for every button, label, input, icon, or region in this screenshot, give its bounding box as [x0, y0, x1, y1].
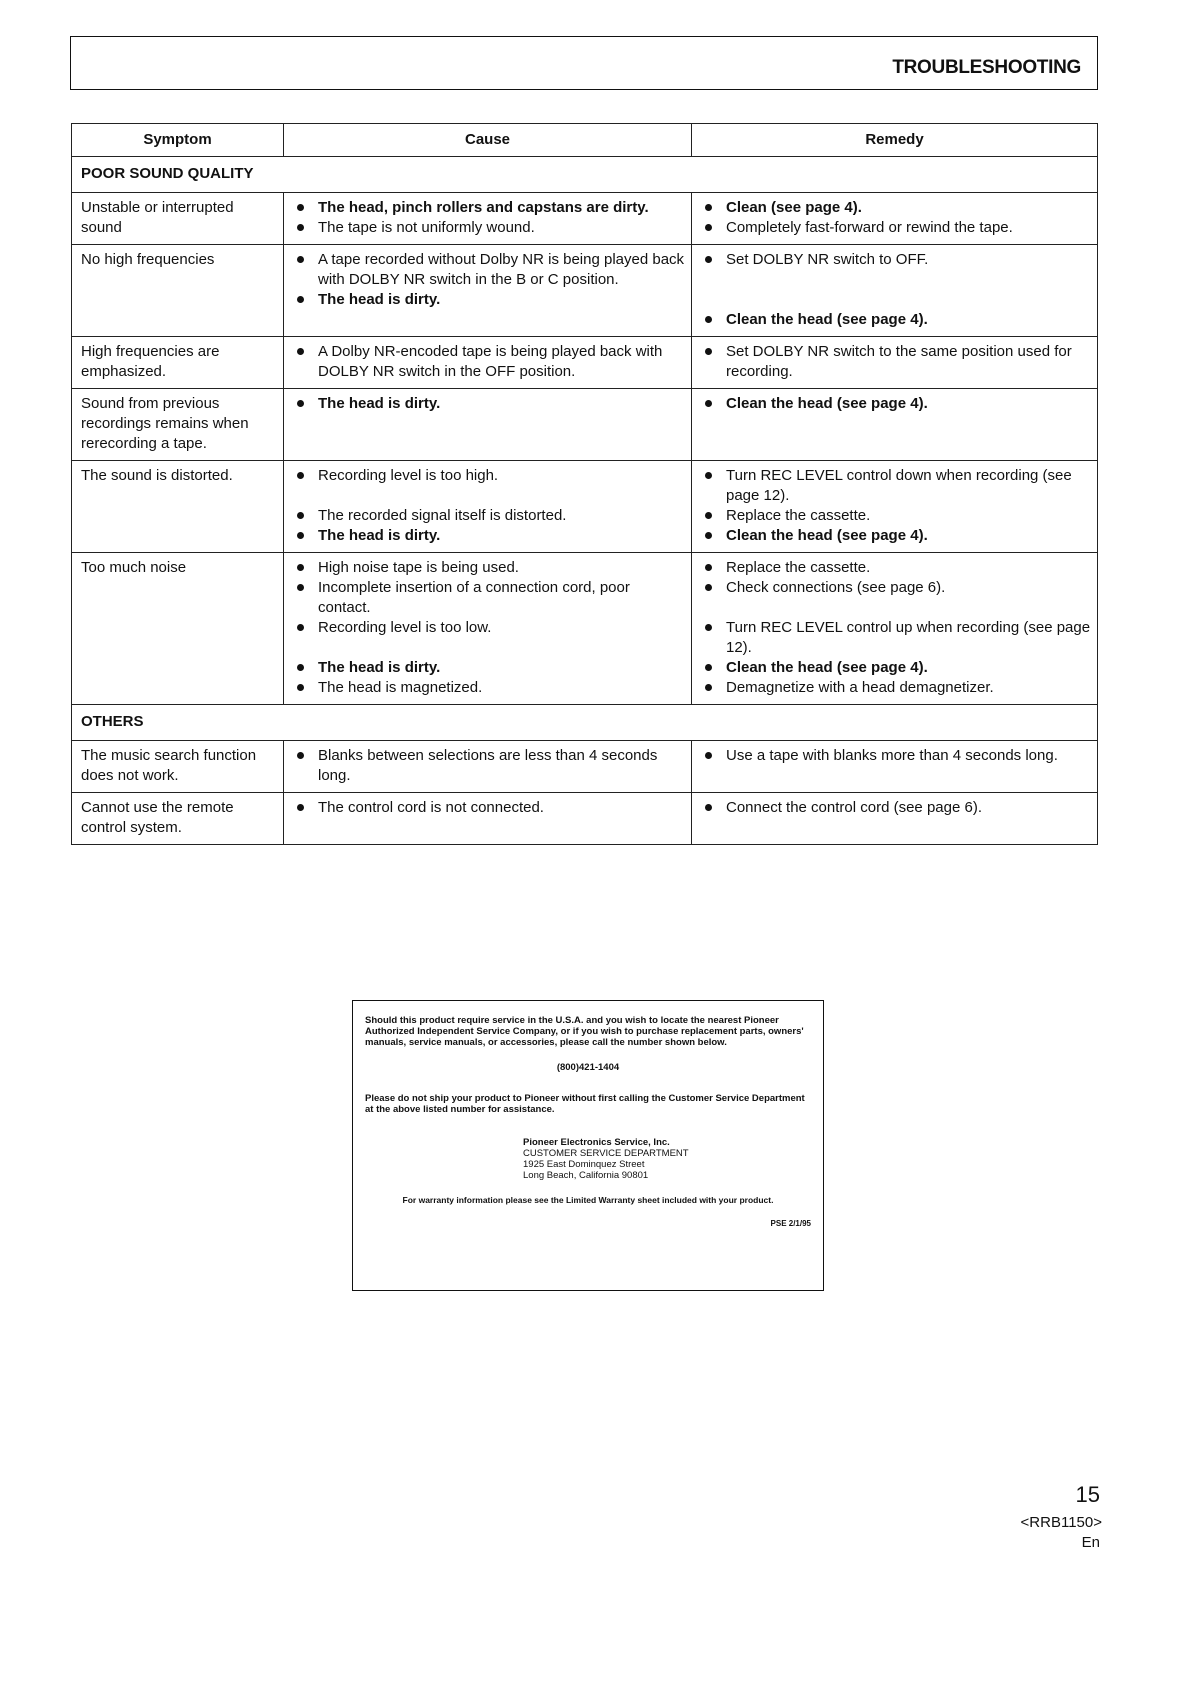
language-code: En: [1081, 1534, 1100, 1551]
remedy-item: Clean the head (see page 4).: [701, 526, 1091, 546]
remedy-cell: [692, 389, 1098, 461]
symptom-cell: Too much noise: [72, 553, 284, 705]
remedy-item: Clean the head (see page 4).: [701, 394, 1091, 414]
page-number: 15: [1075, 1482, 1100, 1507]
remedy-item: Clean the head (see page 4).: [701, 310, 1091, 330]
remedy-item: Set DOLBY NR switch to OFF.: [701, 250, 1091, 270]
remedy-item: Clean the head (see page 4).: [701, 658, 1091, 678]
remedy-list: [701, 394, 1091, 414]
section-row: [72, 705, 1098, 741]
table-row: [72, 193, 1098, 245]
cause-list: [293, 198, 685, 238]
cause-item: Recording level is too low.: [293, 618, 685, 638]
cause-list: [293, 798, 685, 818]
remedy-cell: [692, 553, 1098, 705]
cause-item: Recording level is too high.: [293, 466, 685, 486]
cause-cell: [284, 389, 692, 461]
table-row: [72, 389, 1098, 461]
remedy-item: Replace the cassette.: [701, 506, 1091, 526]
document-code: <RRB1150>: [1020, 1514, 1102, 1531]
section-title: OTHERS: [72, 705, 1098, 741]
cause-cell: [284, 553, 692, 705]
remedy-item: Set DOLBY NR switch to the same position used for recording.: [701, 342, 1091, 382]
cause-cell: [284, 193, 692, 245]
table-row: [72, 741, 1098, 793]
cause-item: The control cord is not connected.: [293, 798, 685, 818]
service-phone: (800)421-1404: [556, 1062, 620, 1073]
cause-item: A Dolby NR-encoded tape is being played back with DOLBY NR switch in the OFF position.: [293, 342, 685, 382]
cause-item: Incomplete insertion of a connection cord, poor contact.: [293, 578, 685, 618]
remedy-item: Replace the cassette.: [701, 558, 1091, 578]
remedy-cell: [692, 461, 1098, 553]
cause-item: High noise tape is being used.: [293, 558, 685, 578]
header-box: [70, 36, 1098, 90]
cause-cell: [284, 337, 692, 389]
remedy-item: Clean (see page 4).: [701, 198, 1091, 218]
cause-list: [293, 250, 685, 310]
service-company: Pioneer Electronics Service, Inc.: [523, 1137, 670, 1148]
table-row: [72, 793, 1098, 845]
cause-item: The head is magnetized.: [293, 678, 685, 698]
remedy-list: [701, 558, 1091, 698]
cause-item: The head is dirty.: [293, 658, 685, 678]
header-cause: Cause: [284, 124, 692, 157]
remedy-list: [701, 746, 1091, 766]
service-code: PSE 2/1/95: [770, 1219, 811, 1228]
cause-list: [293, 558, 685, 698]
cause-list: [293, 746, 685, 786]
cause-cell: [284, 741, 692, 793]
cause-item: The tape is not uniformly wound.: [293, 218, 685, 238]
troubleshooting-table: [71, 123, 1098, 845]
remedy-item: Turn REC LEVEL control up when recording (see page 12).: [701, 618, 1091, 658]
cause-item: A tape recorded without Dolby NR is being played back with DOLBY NR switch in the B or C position.: [293, 250, 685, 290]
cause-item: The head is dirty.: [293, 526, 685, 546]
cause-item: The recorded signal itself is distorted.: [293, 506, 685, 526]
service-city: Long Beach, California 90801: [523, 1170, 649, 1181]
cause-item: The head is dirty.: [293, 394, 685, 414]
remedy-list: [701, 198, 1091, 238]
remedy-item: Check connections (see page 6).: [701, 578, 1091, 598]
service-warranty: For warranty information please see the Limited Warranty sheet included with your product.: [402, 1195, 774, 1205]
table-row: [72, 461, 1098, 553]
symptom-cell: Cannot use the remote control system.: [72, 793, 284, 845]
symptom-cell: Unstable or interrupted sound: [72, 193, 284, 245]
table-row: [72, 337, 1098, 389]
remedy-list: [701, 798, 1091, 818]
remedy-cell: [692, 245, 1098, 337]
cause-cell: [284, 461, 692, 553]
symptom-cell: Sound from previous recordings remains when rerecording a tape.: [72, 389, 284, 461]
service-street: 1925 East Dominquez Street: [523, 1159, 645, 1170]
remedy-list: [701, 342, 1091, 382]
cause-list: [293, 394, 685, 414]
service-warning: Please do not ship your product to Pioneer without first calling the Customer Service Department at the above listed number for assistance.: [365, 1093, 805, 1115]
cause-item: The head is dirty.: [293, 290, 685, 310]
symptom-cell: The sound is distorted.: [72, 461, 284, 553]
remedy-item: Completely fast-forward or rewind the tape.: [701, 218, 1091, 238]
cause-item: The head, pinch rollers and capstans are dirty.: [293, 198, 685, 218]
remedy-list: [701, 466, 1091, 546]
service-info-box: [352, 1000, 824, 1291]
remedy-cell: [692, 741, 1098, 793]
cause-item: Blanks between selections are less than 4 seconds long.: [293, 746, 685, 786]
cause-cell: [284, 793, 692, 845]
service-department: CUSTOMER SERVICE DEPARTMENT: [523, 1148, 689, 1159]
remedy-item: Use a tape with blanks more than 4 seconds long.: [701, 746, 1091, 766]
page-title: TROUBLESHOOTING: [892, 57, 1081, 78]
service-intro: Should this product require service in the U.S.A. and you wish to locate the nearest Pioneer Authorized Independent Service Company, or if you wish to purchase replacement parts, owners' manuals, service manuals, or accessories, please call the number shown below.: [365, 1015, 804, 1048]
header-remedy: Remedy: [692, 124, 1098, 157]
table-header-row: [72, 124, 1098, 157]
remedy-list: [701, 250, 1091, 330]
symptom-cell: The music search function does not work.: [72, 741, 284, 793]
table-row: [72, 245, 1098, 337]
remedy-cell: [692, 337, 1098, 389]
section-title: POOR SOUND QUALITY: [72, 157, 1098, 193]
section-row: [72, 157, 1098, 193]
table-row: [72, 553, 1098, 705]
table-body: [72, 157, 1098, 845]
remedy-item: Turn REC LEVEL control down when recording (see page 12).: [701, 466, 1091, 506]
cause-cell: [284, 245, 692, 337]
symptom-cell: No high frequencies: [72, 245, 284, 337]
service-address: [523, 1137, 811, 1181]
remedy-item: Demagnetize with a head demagnetizer.: [701, 678, 1091, 698]
remedy-item: Connect the control cord (see page 6).: [701, 798, 1091, 818]
header-symptom: Symptom: [72, 124, 284, 157]
cause-list: [293, 342, 685, 382]
remedy-cell: [692, 193, 1098, 245]
remedy-cell: [692, 793, 1098, 845]
symptom-cell: High frequencies are emphasized.: [72, 337, 284, 389]
cause-list: [293, 466, 685, 546]
